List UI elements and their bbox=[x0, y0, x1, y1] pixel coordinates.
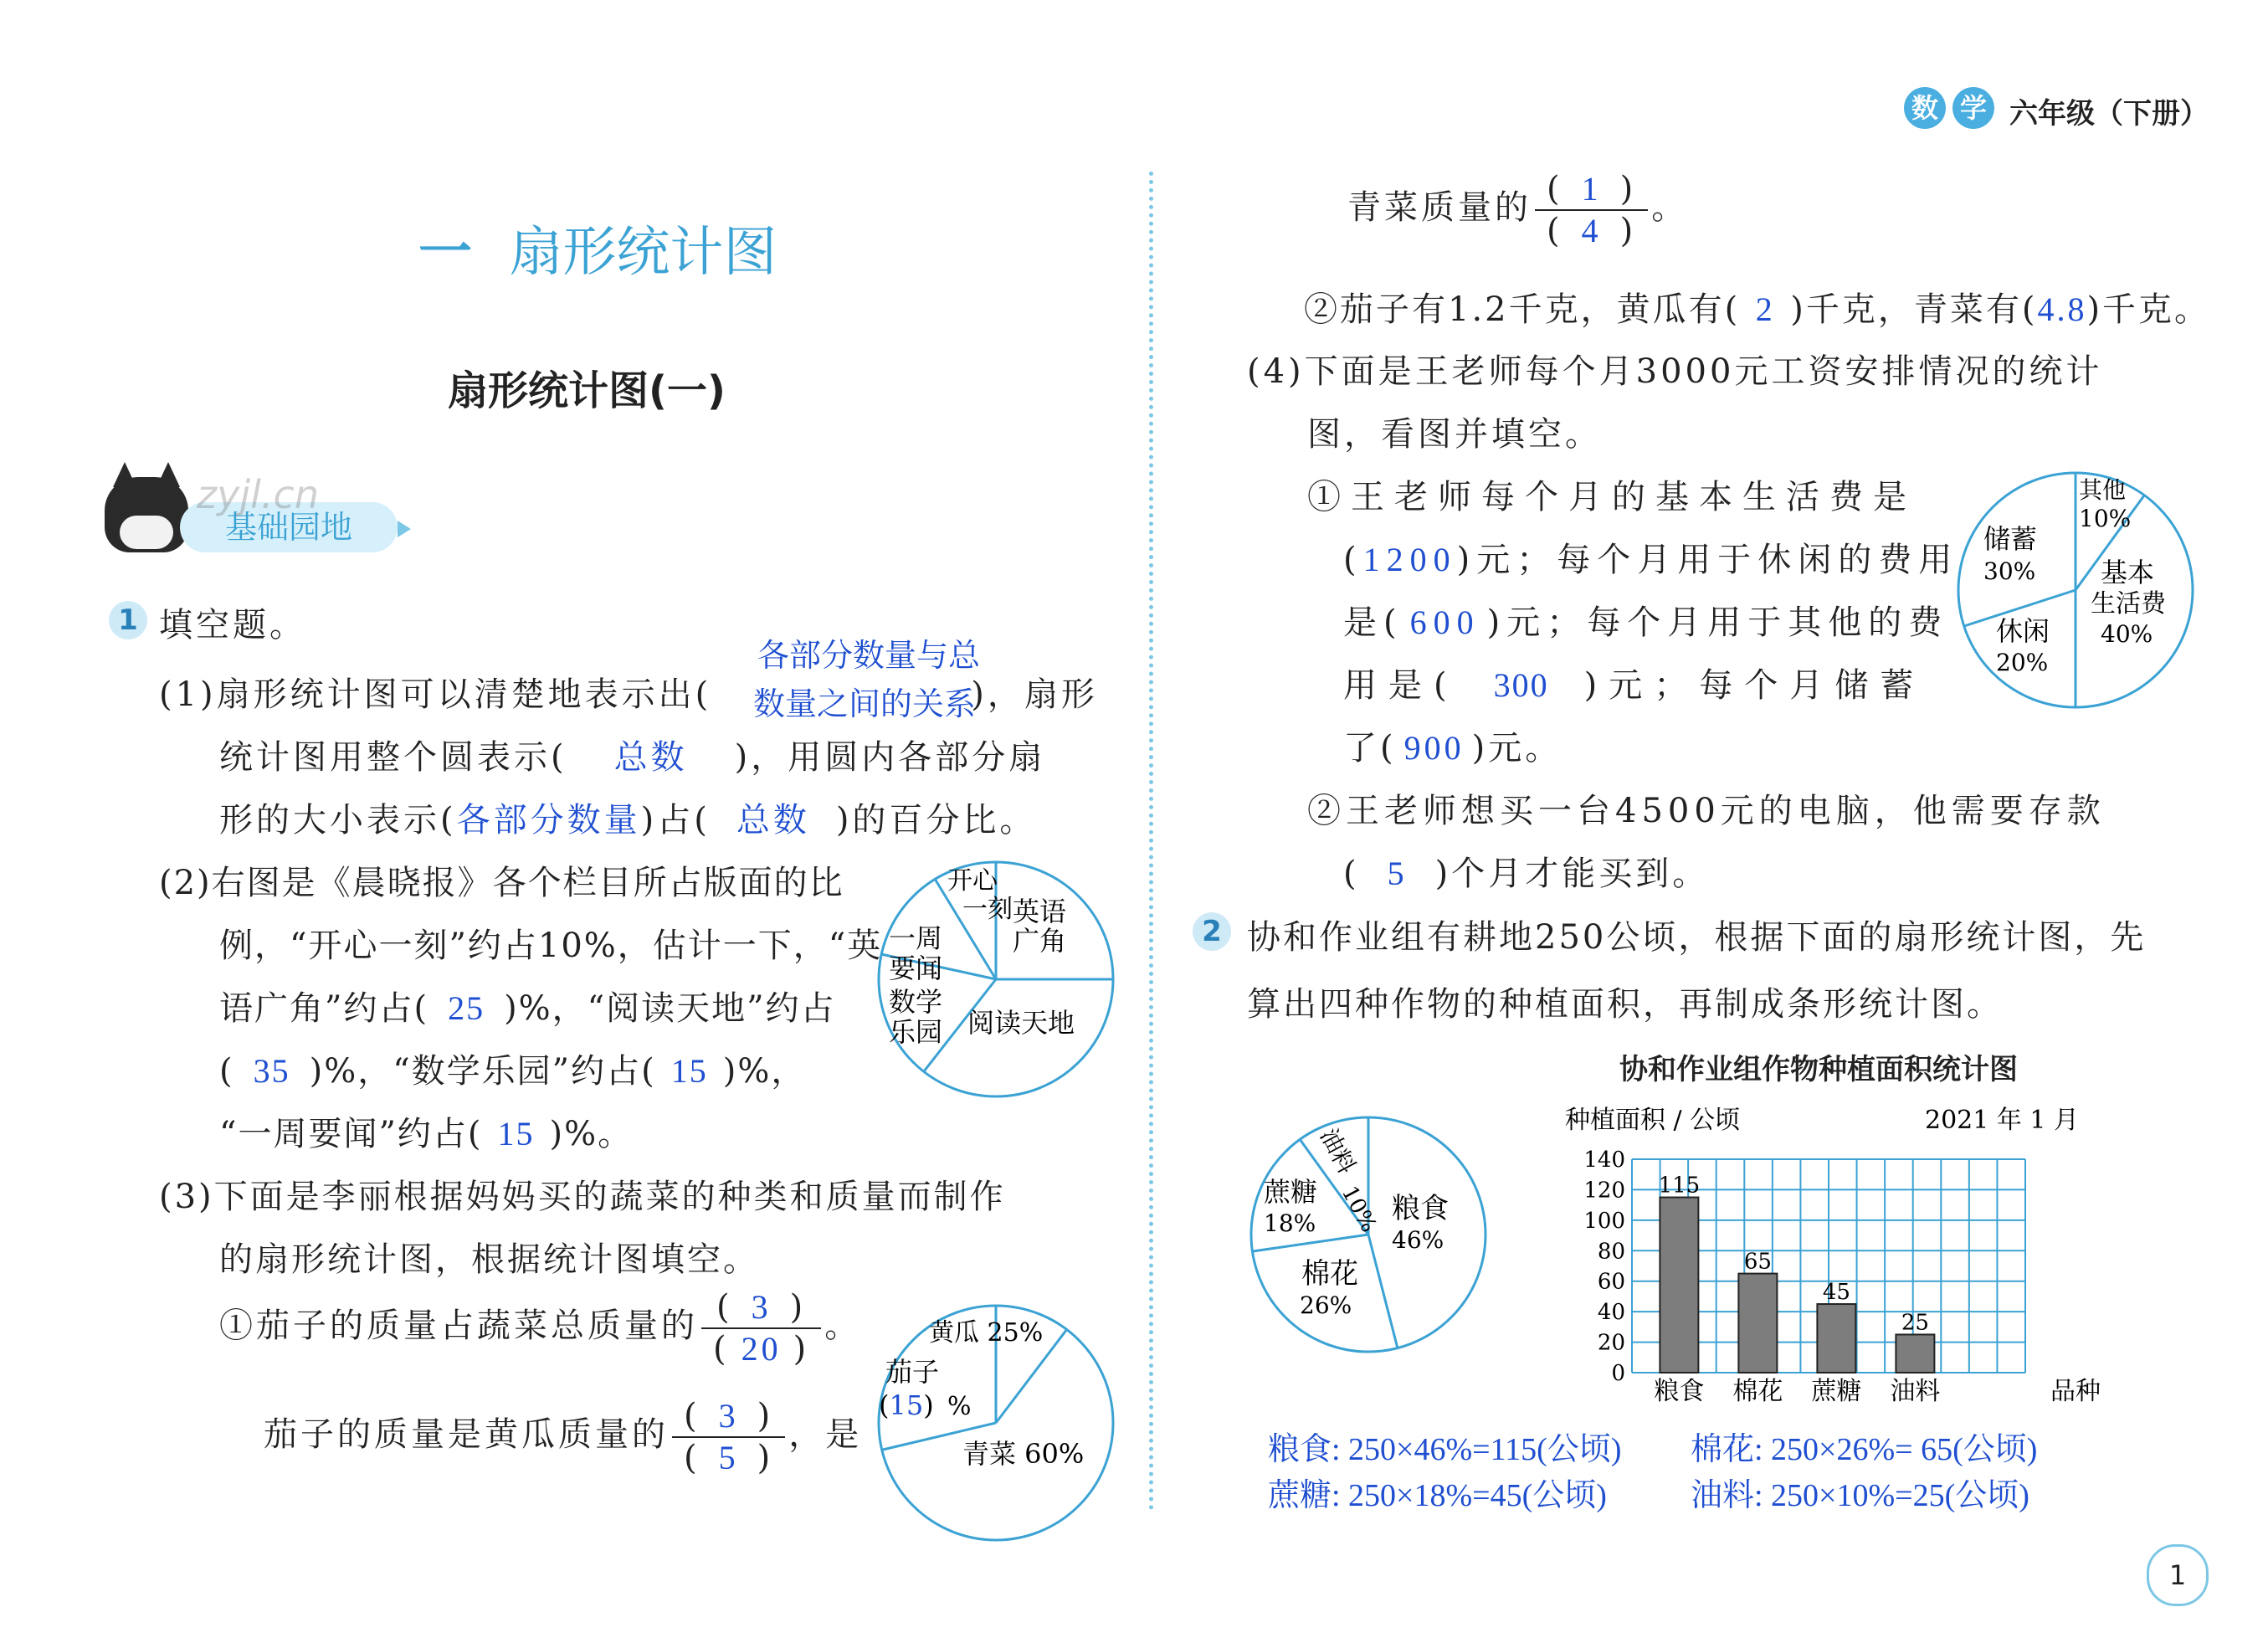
p2-text: “一周要闻”约占( bbox=[219, 1115, 483, 1153]
pie-vegetables bbox=[870, 1297, 1121, 1548]
p3-sub1: ①茄子的质量占蔬菜总质量的 $\frac{( 3 )}{( 20 )}$ 。 bbox=[219, 1288, 862, 1368]
chart-title: 协和作业组作物种植面积统计图 bbox=[1619, 1053, 2018, 1086]
p3-s2-numerator: 3 bbox=[718, 1397, 739, 1435]
pie-label: 生活费 bbox=[2091, 589, 2166, 619]
bar-value-label: 45 bbox=[1822, 1280, 1850, 1306]
chart-xlabel: 品种 bbox=[2050, 1377, 2101, 1406]
p2-line2: 例，“开心一刻”约占10%，估计一下，“英 bbox=[219, 927, 883, 965]
p4-text: 是( bbox=[1343, 603, 1403, 642]
p2-line5 bbox=[219, 1107, 633, 1155]
p3-text: ②茄子有1.2千克，黄瓜有( bbox=[1304, 290, 1741, 329]
p1-answer-a-line2: 数量之间的关系 bbox=[753, 687, 977, 722]
pie-label: 一刻 bbox=[962, 895, 1013, 924]
p1-text-d: )，用圆内各部分扇 bbox=[734, 738, 1046, 777]
pie-label: 青菜 60% bbox=[962, 1438, 1085, 1470]
p3-s2b-denominator: 4 bbox=[1581, 212, 1602, 249]
p2-text: 语广角”约占( bbox=[219, 989, 429, 1028]
p3-s3-answer-1: 2 bbox=[1755, 290, 1775, 328]
p3-s3-answer-2: 4.8 bbox=[2037, 290, 2087, 328]
p3-s1-denominator: 20 bbox=[741, 1330, 782, 1368]
p4-text: ( bbox=[1343, 541, 1363, 579]
p4-text: ( bbox=[1343, 855, 1360, 893]
bar bbox=[1738, 1274, 1777, 1373]
pie-label: 数学 bbox=[889, 986, 943, 1018]
bar bbox=[1660, 1198, 1698, 1373]
x-tick-label: 粮食 bbox=[1654, 1377, 1705, 1406]
chapter-title: 扇形统计图 bbox=[509, 222, 777, 284]
bar bbox=[1817, 1304, 1855, 1373]
p1-line1 bbox=[159, 668, 1098, 716]
calc-1: 粮食: 250×46%=115(公顷) bbox=[1268, 1432, 1622, 1467]
p4-b2 bbox=[1343, 847, 1709, 895]
pie-label: 30% bbox=[1983, 557, 2036, 585]
p3-text: )千克。 bbox=[2086, 290, 2211, 329]
pie-label: 要闻 bbox=[889, 952, 943, 984]
pie-label: 一周 bbox=[889, 922, 943, 954]
grade-label: 六年级（下册） bbox=[2009, 97, 2209, 131]
p3-text: )千克，青菜有( bbox=[1790, 290, 2038, 329]
pie-label: 储蓄 bbox=[1983, 523, 2038, 555]
p4-a5 bbox=[1343, 721, 1562, 769]
pie-label: 40% bbox=[2101, 620, 2153, 648]
p2-line1: (2)右图是《晨晓报》各个栏目所占版面的比 bbox=[159, 864, 844, 902]
bar-value-label: 115 bbox=[1658, 1173, 1701, 1199]
section-banner bbox=[105, 469, 427, 561]
p4-text: 用是( bbox=[1343, 666, 1459, 705]
pie-label: 10% bbox=[1336, 1182, 1382, 1237]
p3-line2: 的扇形统计图，根据统计图填空。 bbox=[219, 1240, 759, 1279]
p2-text: )%， bbox=[722, 1052, 807, 1091]
p4-b1: ②王老师想买一台4500元的电脑，他需要存款 bbox=[1307, 792, 2106, 830]
p2-answer-2: 35 bbox=[253, 1052, 290, 1090]
pie-label: 其他 bbox=[2079, 476, 2127, 504]
y-tick-label: 80 bbox=[1597, 1239, 1625, 1265]
p3-cont-line2 bbox=[1304, 283, 2210, 331]
pie-label: 广角 bbox=[1013, 925, 1067, 957]
p3-sub2: 茄子的质量是黄瓜质量的 $\frac{( 3 )}{( 5 )}$ ，是 bbox=[264, 1397, 863, 1477]
pie-label: 黄瓜 25% bbox=[929, 1318, 1044, 1348]
q1-number: 1 bbox=[109, 601, 147, 639]
p3-text: ，是 bbox=[788, 1415, 863, 1454]
p4-text: )元；每个月用于休闲的费用 bbox=[1456, 541, 1959, 579]
pie-label: (15) bbox=[879, 1389, 934, 1421]
pie-label: 乐园 bbox=[889, 1016, 943, 1048]
p3-line1: (3)下面是李丽根据妈妈买的蔬菜的种类和质量而制作 bbox=[159, 1178, 1006, 1216]
lesson-title: 扇形统计图(一) bbox=[448, 367, 726, 414]
chapter-number: 一 bbox=[418, 222, 472, 284]
calc-2: 棉花: 250×26%= 65(公顷) bbox=[1691, 1432, 2038, 1467]
chart-ylabel: 种植面积 / 公顷 bbox=[1565, 1106, 1741, 1135]
page-number: 1 bbox=[2147, 1544, 2209, 1606]
pie-label: 10% bbox=[2079, 505, 2132, 532]
p4-answer-5: 5 bbox=[1387, 855, 1408, 892]
y-tick-label: 20 bbox=[1597, 1330, 1625, 1356]
p2-text: )%，“阅读天地”约占 bbox=[504, 989, 836, 1028]
p2-answer-3: 15 bbox=[670, 1052, 708, 1090]
p1-answer-a-line1: 各部分数量与总 bbox=[757, 639, 981, 674]
badge-shu: 数 bbox=[1904, 87, 1946, 129]
q1-title: 填空题。 bbox=[159, 606, 306, 644]
pie-label: 20% bbox=[1996, 649, 2049, 676]
x-tick-label: 油料 bbox=[1890, 1377, 1941, 1406]
pie-label: 休闲 bbox=[1996, 615, 2050, 647]
p2-answer-1: 25 bbox=[448, 989, 485, 1027]
p3-text: 。 bbox=[824, 1307, 862, 1345]
bar bbox=[1896, 1334, 1934, 1373]
watermark: zyjl.cn bbox=[197, 472, 319, 517]
p2-text: )%。 bbox=[549, 1115, 634, 1153]
p3-s2b-numerator: 1 bbox=[1581, 170, 1602, 208]
p2-line4 bbox=[219, 1045, 806, 1092]
p4-answer-2: 600 bbox=[1409, 603, 1480, 641]
p2-text: ( bbox=[219, 1052, 234, 1091]
pie-label: 26% bbox=[1300, 1291, 1352, 1319]
p1-text-a: (1)扇形统计图可以清楚地表示出( bbox=[159, 675, 712, 714]
pie-label: 18% bbox=[1264, 1209, 1316, 1237]
y-tick-label: 140 bbox=[1583, 1148, 1625, 1173]
badge-xue: 学 bbox=[1952, 87, 1994, 129]
p1-text-f: )占( bbox=[640, 801, 711, 839]
pie-label: 茄子 bbox=[885, 1356, 940, 1388]
p4-text: )个月才能买到。 bbox=[1434, 855, 1710, 893]
p3-text: 茄子的质量是黄瓜质量的 bbox=[264, 1415, 669, 1454]
y-tick-label: 0 bbox=[1611, 1361, 1625, 1386]
pie-label: 棉花 bbox=[1301, 1257, 1358, 1291]
p4-text: )元；每个月用于其他的费 bbox=[1486, 603, 1949, 642]
x-tick-label: 蔗糖 bbox=[1811, 1377, 1862, 1406]
y-tick-label: 60 bbox=[1597, 1269, 1625, 1295]
p4-a3 bbox=[1343, 596, 1948, 644]
pie-label: 开心 bbox=[947, 866, 998, 896]
p4-a1: ①王老师每个月的基本生活费是 bbox=[1307, 478, 1917, 516]
pie-qiezi-answer: 15 bbox=[889, 1389, 924, 1421]
pie-label: 油料 bbox=[1314, 1123, 1362, 1178]
y-tick-label: 40 bbox=[1597, 1300, 1625, 1326]
p1-answer-b: 总数 bbox=[613, 738, 688, 776]
p1-line2 bbox=[219, 731, 1045, 778]
p3-text: 青菜质量的 bbox=[1347, 188, 1532, 227]
bar-value-label: 25 bbox=[1901, 1310, 1929, 1336]
y-tick-label: 120 bbox=[1583, 1178, 1625, 1204]
p3-s2-denominator: 5 bbox=[718, 1439, 739, 1476]
p1-answer-c: 各部分数量 bbox=[456, 801, 641, 839]
arrow-icon bbox=[398, 521, 411, 537]
pie-label: 英语 bbox=[1013, 896, 1067, 927]
pie-label: 基本 bbox=[2101, 557, 2155, 588]
p4-answer-4: 900 bbox=[1403, 729, 1465, 767]
p2-line3 bbox=[219, 982, 836, 1029]
pie-label: 阅读天地 bbox=[967, 1007, 1075, 1039]
pie-label: 粮食 bbox=[1392, 1192, 1449, 1225]
pie-salary bbox=[1950, 465, 2201, 716]
pie-crops bbox=[1243, 1109, 1494, 1360]
q2-line2: 算出四种作物的种植面积，再制成条形统计图。 bbox=[1247, 985, 2003, 1024]
p3-s1-numerator: 3 bbox=[751, 1288, 772, 1326]
pie-newspaper bbox=[870, 854, 1121, 1105]
p4-text: )元；每个月储蓄 bbox=[1583, 666, 1926, 705]
pie-label: 46% bbox=[1392, 1226, 1444, 1254]
section-banner-label: 基础园地 bbox=[180, 502, 398, 552]
bar-value-label: 65 bbox=[1743, 1249, 1772, 1275]
y-tick-label: 100 bbox=[1583, 1208, 1625, 1234]
p2-answer-4: 15 bbox=[497, 1115, 535, 1153]
p1-text-b: )，扇形 bbox=[971, 675, 1098, 714]
pie-label: % bbox=[947, 1392, 972, 1421]
p1-answer-d: 总数 bbox=[736, 801, 810, 839]
bar-chart bbox=[1548, 1096, 2117, 1415]
pie-label: 蔗糖 bbox=[1264, 1176, 1318, 1208]
p3-cont-line1: 青菜质量的 $\frac{( 1 )}{( 4 )}$ 。 bbox=[1347, 170, 1689, 250]
p1-text-c: 统计图用整个圆表示( bbox=[219, 738, 567, 777]
center-divider bbox=[1149, 172, 1153, 1511]
p2-text: )%，“数学乐园”约占( bbox=[309, 1052, 656, 1091]
p1-text-g: )的百分比。 bbox=[835, 801, 1037, 839]
mascot-icon bbox=[105, 477, 188, 552]
p3-text: ①茄子的质量占蔬菜总质量的 bbox=[219, 1307, 698, 1345]
calc-4: 油料: 250×10%=25(公顷) bbox=[1691, 1478, 2029, 1513]
p4-a2 bbox=[1343, 533, 1958, 581]
p4-line1: (4)下面是王老师每个月3000元工资安排情况的统计 bbox=[1247, 352, 2103, 391]
q2-line1: 协和作业组有耕地250公顷，根据下面的扇形统计图，先 bbox=[1247, 918, 2147, 957]
p4-answer-3: 300 bbox=[1493, 666, 1549, 704]
chapter-heading bbox=[418, 209, 777, 286]
p3-text: 。 bbox=[1651, 188, 1689, 227]
p4-a4 bbox=[1343, 659, 1925, 706]
p4-answer-1: 1200 bbox=[1362, 541, 1457, 578]
q2-number: 2 bbox=[1193, 912, 1231, 951]
chart-date: 2021 年 1 月 bbox=[1925, 1106, 2080, 1135]
p4-text: 了( bbox=[1343, 729, 1397, 768]
p1-line3 bbox=[219, 793, 1036, 841]
p1-text-e: 形的大小表示( bbox=[219, 801, 457, 839]
x-tick-label: 棉花 bbox=[1732, 1377, 1783, 1406]
p4-line2: 图，看图并填空。 bbox=[1307, 415, 1602, 454]
p4-text: )元。 bbox=[1471, 729, 1562, 768]
calc-3: 蔗糖: 250×18%=45(公顷) bbox=[1268, 1478, 1607, 1513]
